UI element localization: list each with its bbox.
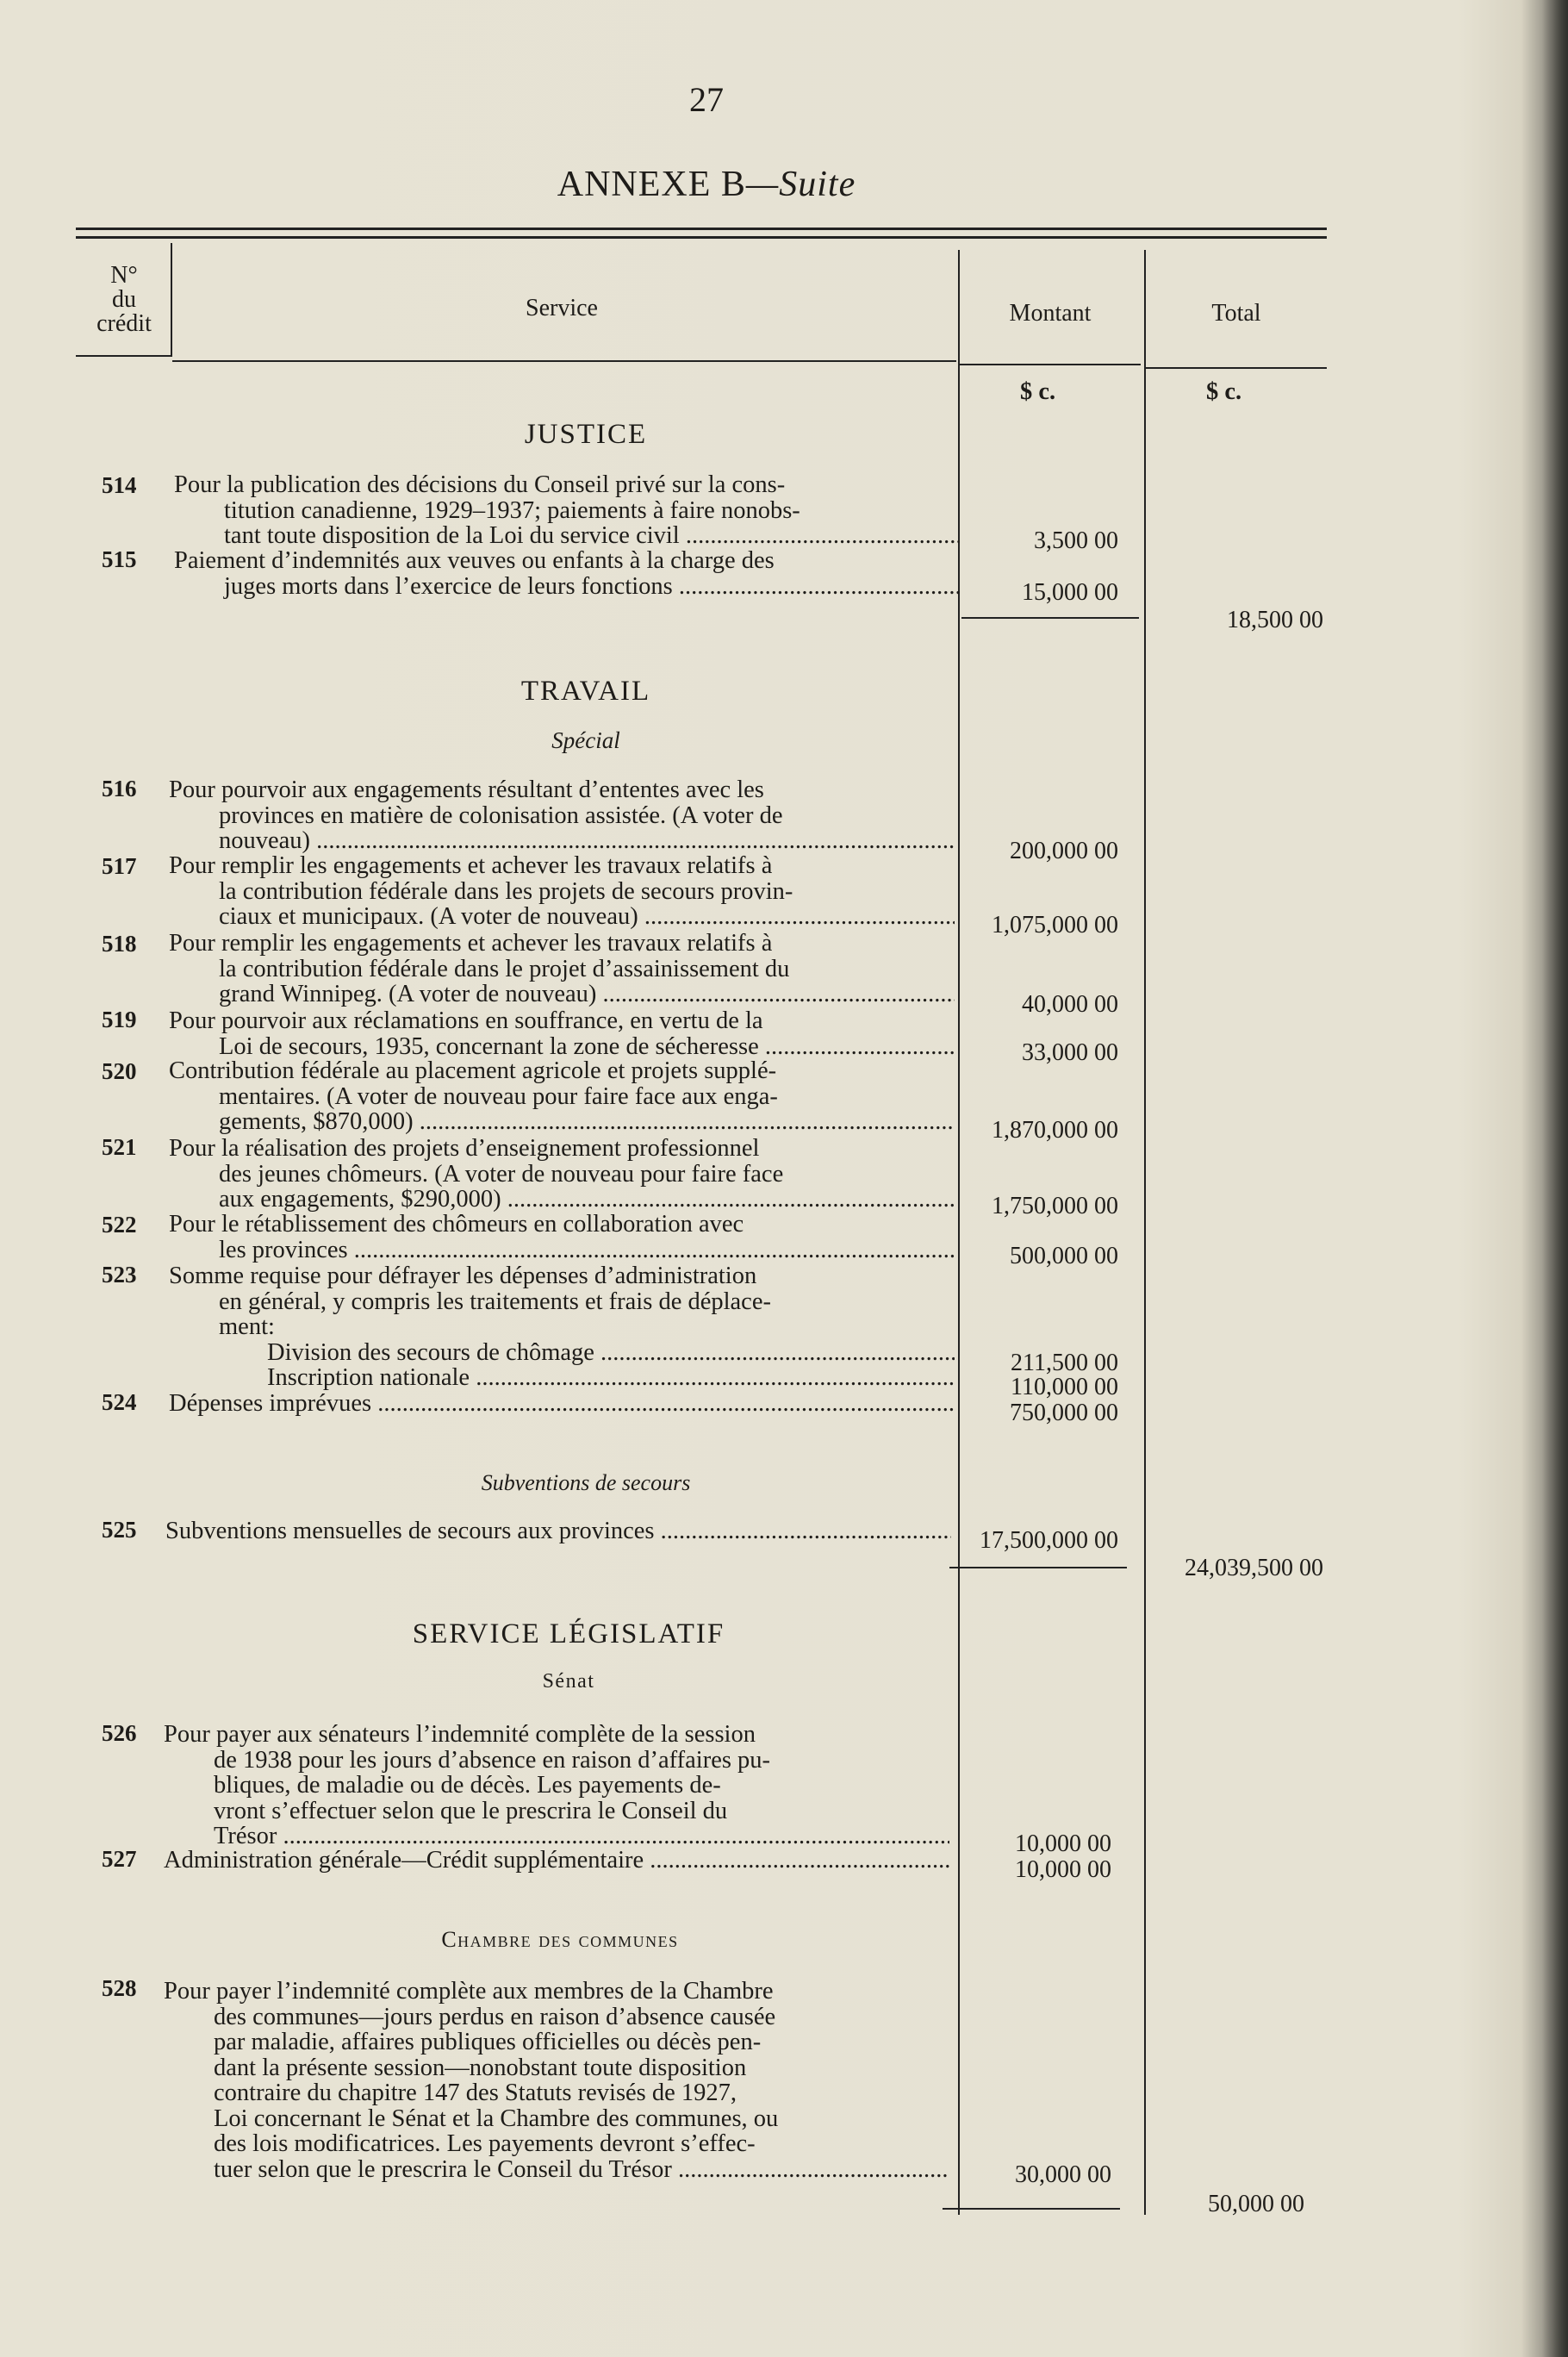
item-528 <box>164 1979 949 2182</box>
amount-528: 30,000 00 <box>1015 2161 1111 2188</box>
subtotal-rule-travail <box>949 1567 1127 1568</box>
line: mentaires. (A voter de nouveau pour faire face aux enga- <box>219 1083 778 1109</box>
amount-527: 10,000 00 <box>1015 1856 1111 1883</box>
line: ciaux et municipaux. (A voter de nouveau) ..... <box>169 904 955 930</box>
item-514 <box>174 472 960 549</box>
credit-521: 521 <box>102 1134 137 1160</box>
line: des communes—jours perdus en raison d’absence causée <box>214 2004 776 2030</box>
amount-526: 10,000 00 <box>1015 1830 1111 1857</box>
subtotal-rule-justice <box>961 617 1139 619</box>
line: Dépenses imprévues ..... <box>169 1391 955 1417</box>
header-montant: Montant <box>1009 300 1092 327</box>
line: tuer selon que le prescrira le Conseil du Trésor ..... <box>164 2157 949 2183</box>
header-num <box>76 264 172 336</box>
total-travail: 24,039,500 00 <box>1185 1555 1323 1581</box>
amount-524: 750,000 00 <box>1010 1400 1118 1426</box>
line: Pour payer l’indemnité complète aux membres de la Chambre <box>164 1979 774 2005</box>
total-legislatif: 50,000 00 <box>1208 2191 1304 2217</box>
unit-montant: $ c. <box>1020 378 1056 405</box>
item-524 <box>169 1391 955 1417</box>
header-num-line-3: crédit <box>96 310 152 337</box>
line: grand Winnipeg. (A voter de nouveau) ..... <box>169 982 955 1007</box>
unit-total: $ c. <box>1206 378 1242 405</box>
page-number: 27 <box>689 80 724 119</box>
item-526 <box>164 1722 949 1849</box>
amount-519: 33,000 00 <box>1022 1039 1118 1066</box>
amount-515: 15,000 00 <box>1022 579 1118 606</box>
item-517 <box>169 853 955 930</box>
header-rule-montant <box>960 364 1141 365</box>
line: provinces en matière de colonisation assistée. (A voter de <box>219 802 783 828</box>
line: Pour le rétablissement des chômeurs en collaboration avec <box>169 1212 744 1238</box>
line: juges morts dans l’exercice de leurs fonctions ..... <box>174 574 960 600</box>
line: Inscription nationale ..... <box>169 1365 955 1391</box>
amount-520: 1,870,000 00 <box>992 1117 1118 1144</box>
col-line-montant <box>1144 250 1146 2215</box>
item-520 <box>169 1058 955 1135</box>
item-521 <box>169 1136 955 1213</box>
line: aux engagements, $290,000) ..... <box>169 1187 955 1213</box>
line: Loi concernant le Sénat et la Chambre des communes, ou <box>214 2105 779 2131</box>
credit-525: 525 <box>102 1517 137 1543</box>
credit-527: 527 <box>102 1846 137 1872</box>
page-edge-shadow <box>1542 0 1568 2357</box>
line: Pour remplir les engagements et achever les travaux relatifs à <box>169 931 773 957</box>
line: Pour pourvoir aux réclamations en souffrance, en vertu de la <box>169 1008 763 1034</box>
line: Pour payer aux sénateurs l’indemnité complète de la session <box>164 1722 756 1748</box>
credit-528: 528 <box>102 1975 137 2001</box>
header-rule-num <box>76 355 172 357</box>
item-518 <box>169 931 955 1007</box>
credit-514: 514 <box>102 472 137 498</box>
credit-515: 515 <box>102 546 137 572</box>
credit-519: 519 <box>102 1007 137 1032</box>
top-rule-1 <box>76 228 1327 230</box>
line: Trésor ..... <box>164 1824 949 1849</box>
amount-516: 200,000 00 <box>1010 838 1118 864</box>
subtotal-rule-legislatif <box>943 2208 1120 2210</box>
total-justice: 18,500 00 <box>1227 607 1323 633</box>
header-total: Total <box>1211 300 1261 327</box>
header-rule-service <box>172 360 956 362</box>
line: vront s’effectuer selon que le prescrira le Conseil du <box>214 1798 728 1824</box>
line: des lois modificatrices. Les payements devront s’effec- <box>214 2131 756 2157</box>
amount-518: 40,000 00 <box>1022 991 1118 1018</box>
line: Pour remplir les engagements et achever les travaux relatifs à <box>169 853 773 879</box>
line: dant la présente session—nonobstant toute disposition <box>214 2055 747 2080</box>
amount-514: 3,500 00 <box>1034 527 1118 554</box>
line: Contribution fédérale au placement agricole et projets supplé- <box>169 1058 777 1084</box>
item-523 <box>169 1263 955 1391</box>
amount-522: 500,000 00 <box>1010 1243 1118 1269</box>
line: des jeunes chômeurs. (A voter de nouveau pour faire face <box>219 1161 784 1187</box>
amount-521: 1,750,000 00 <box>992 1193 1118 1219</box>
page-title <box>0 164 1413 205</box>
line: tant toute disposition de la Loi du service civil ..... <box>174 523 960 549</box>
line: Paiement d’indemnités aux veuves ou enfants à la charge des <box>174 548 775 574</box>
item-515 <box>174 548 960 599</box>
header-num-line-1: N° <box>110 262 138 289</box>
line: titution canadienne, 1929–1937; paiements à faire nonobs- <box>224 497 800 523</box>
line: la contribution fédérale dans les projets de secours provin- <box>219 878 793 904</box>
line: les provinces ..... <box>169 1238 955 1263</box>
item-519 <box>169 1008 955 1059</box>
credit-526: 526 <box>102 1720 137 1746</box>
header-num-line-2: du <box>112 286 136 313</box>
subsection-special: Spécial <box>551 727 620 753</box>
line: gements, $870,000) ..... <box>169 1109 955 1135</box>
line: de 1938 pour les jours d’absence en raison d’affaires pu- <box>214 1747 771 1773</box>
line: Pour la publication des décisions du Conseil privé sur la cons- <box>174 472 786 498</box>
line: Administration générale—Crédit supplémentaire ..... <box>164 1848 949 1874</box>
subsection-subventions: Subventions de secours <box>481 1470 691 1495</box>
subsection-senat: Sénat <box>542 1670 595 1693</box>
amount-523-chomage: 211,500 00 <box>1011 1350 1118 1376</box>
item-516 <box>169 777 955 854</box>
line: bliques, de maladie ou de décès. Les payements de- <box>214 1773 721 1799</box>
credit-524: 524 <box>102 1389 137 1415</box>
item-525 <box>165 1518 951 1544</box>
item-522 <box>169 1212 955 1263</box>
item-527 <box>164 1848 949 1874</box>
line: Division des secours de chômage ..... <box>169 1340 955 1366</box>
amount-525: 17,500,000 00 <box>980 1527 1118 1554</box>
header-rule-total <box>1146 367 1327 369</box>
credit-520: 520 <box>102 1058 137 1084</box>
section-travail: TRAVAIL <box>520 676 651 707</box>
section-justice: JUSTICE <box>524 419 648 450</box>
line: la contribution fédérale dans le projet d’assainissement du <box>219 956 790 982</box>
amount-523-inscription: 110,000 00 <box>1011 1374 1118 1400</box>
section-legislatif: SERVICE LÉGISLATIF <box>412 1618 725 1649</box>
line: contraire du chapitre 147 des Statuts revisés de 1927, <box>214 2080 737 2106</box>
line: nouveau) ..... <box>169 828 955 854</box>
title-suffix: —Suite <box>745 165 856 204</box>
credit-518: 518 <box>102 931 137 957</box>
credit-517: 517 <box>102 853 137 879</box>
credit-522: 522 <box>102 1212 137 1238</box>
line: Subventions mensuelles de secours aux provinces ..... <box>165 1518 951 1544</box>
credit-516: 516 <box>102 776 137 801</box>
line: Somme requise pour défrayer les dépenses d’administration <box>169 1263 757 1289</box>
line: Loi de secours, 1935, concernant la zone de sécheresse ..... <box>169 1034 955 1060</box>
col-line-num <box>171 243 172 355</box>
subsection-chambre: Chambre des communes <box>441 1927 679 1952</box>
line: Pour la réalisation des projets d’enseignement professionnel <box>169 1136 760 1162</box>
amount-517: 1,075,000 00 <box>992 912 1118 938</box>
line: en général, y compris les traitements et frais de déplace- <box>219 1288 771 1314</box>
line: Pour pourvoir aux engagements résultant d’ententes avec les <box>169 777 764 803</box>
line: par maladie, affaires publiques officielles ou décès pen- <box>214 2030 762 2055</box>
line: ment: <box>219 1314 275 1340</box>
header-service: Service <box>526 295 598 321</box>
title-main: ANNEXE B <box>557 165 746 204</box>
credit-523: 523 <box>102 1262 137 1288</box>
top-rule-2 <box>76 236 1327 239</box>
